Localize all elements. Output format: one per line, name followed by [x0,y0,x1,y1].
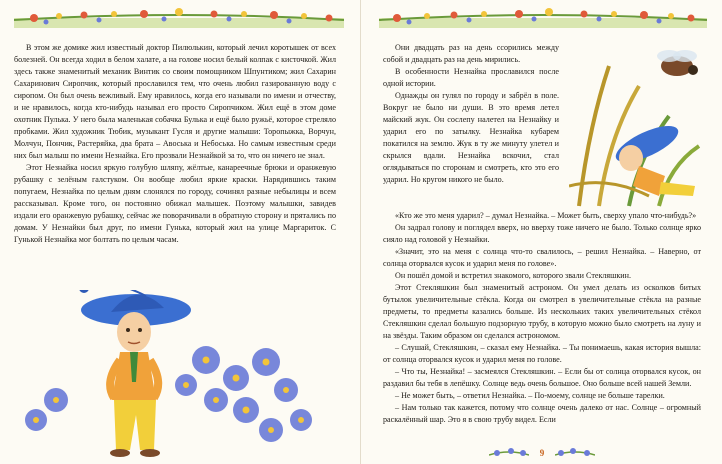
paragraph: Он задрал голову и поглядел вверх, но вверху тоже ничего не было. Только солнце ярко сияло над головой у Незнайки. [383,223,701,244]
paragraph: – Слушай, Стекляшкин, – сказал ему Незнайка. – Ты понимаешь, какая история вышла: от солнца оторвался кусок и ударил меня по голове. [383,343,701,364]
left-text [14,42,336,246]
paragraph: – Что ты, Незнайка! – засмеялся Стекляшкин. – Если бы от солнца оторвался кусок, он раздавил бы тебя в лепёшку. Солнце ведь очень большое. Оно больше всей нашей Земли. [383,367,701,388]
right-text-full [383,210,701,426]
footer-flowers-right [555,445,595,459]
may-beetle [657,50,698,76]
footer-flowers-left [489,445,529,459]
right-text-top [383,42,559,186]
paragraph: Однажды он гулял по городу и забрёл в поле. Вокруг не было ни души. В это время летел майский жук. Он сослепу налетел на Незнайку и ударил его по затылку. Незнайка кубарем покатился на землю. Жук в ту же минуту улетел и скрылся вдали. Незнайка вскочил, стал оглядываться по сторонам и смотреть, кто это его ударил. Но кругом никого не было. [383,91,559,184]
beetle-illustration [569,36,715,208]
right-page [361,0,722,464]
neznayka-illustration [16,290,316,460]
paragraph: Они двадцать раз на день ссорились между собой и двадцать раз на день мирились. [383,43,559,64]
paragraph: – Нам только так кажется, потому что солнце очень далеко от нас. Солнце – огромный раскалённый шар. Это я в свою трубу видел. Если [383,403,701,424]
paragraph: – Не может быть, – ответил Незнайка. – По-моему, солнце не больше тарелки. [395,391,665,400]
paragraph: Он пошёл домой и встретил знакомого, которого звали Стекляшкин. [395,271,631,280]
paragraph: «Кто же это меня ударил? – думал Незнайка. – Может быть, сверху упало что-нибудь?» [395,211,697,220]
flower-banner [379,6,707,32]
paragraph: В этом же домике жил известный доктор Пилюлькин, который лечил коротышек от всех болезней. Он всегда ходил в белом халате, а на голове носил белый колпак с кисточкой. Жил здесь также знаменитый механик Винтик со своим помощником Шпунтиком; жил Сахарин Сахаринович Сиропчик, который прославился тем, что очень любил газированную воду с сиропом. Он был очень вежливый. Ему нравилось, когда его называли по имени и отчеству, и не нравилось, когда кто-нибудь называл его просто Сиропчиком. Жил ещё в этом доме охотник Пулька. У него была маленькая собачка Булька и ещё было ружьё, которое стреляло пробками. Жил художник Тюбик, музыкант Гусля и другие малыши: Торопыжка, Ворчун, Молчун, Пончик, Растеряйка, два брата – Авоська и Небоська. Но самым известным среди них был малыш по имени Незнайка. Его прозвали Незнайкой за то, что он ничего не знал. [14,43,336,160]
aster-flowers [25,346,312,442]
paragraph: Этот Незнайка носил яркую голубую шляпу, жёлтые, канареечные брюки и оранжевую рубашку с зелёным галстуком. Он вообще любил яркие краски. Нарядившись таким попугаем, Незнайка по целым дням слонялся по городу, сочинял разные небылицы и всем рассказывал. Кроме того, он постоянно обижал малышек. Поэтому малышки, завидев издали его оранжевую рубашку, сейчас же поворачивали в обратную сторону и прятались по домам. У Незнайки был друг, по имени Гунька, который жил на улице Маргариток. С Гунькой Незнайка мог болтать по целым часам. [14,163,336,244]
flower-banner [14,6,344,32]
paragraph: В особенности Незнайка прославился после одной истории. [383,67,559,88]
paragraph: «Значит, это на меня с солнца что-то свалилось, – решил Незнайка. – Наверно, от солнца оторвался кусок и ударил меня по голове». [383,247,701,268]
page-number: 9 [539,448,545,458]
paragraph: Этот Стекляшкин был знаменитый астроном. Он умел делать из осколков битых бутылок увеличительные стёкла. Когда он смотрел в увеличительные стёкла на разные предметы, то предметы казались больше. Из нескольких таких увеличительных стёкол Стекляшкин сделал большую подзорную трубу, в которую можно было смотреть на луну и на звёзды. Таким образом он сделался астрономом. [383,283,701,340]
neznayka [79,290,191,457]
